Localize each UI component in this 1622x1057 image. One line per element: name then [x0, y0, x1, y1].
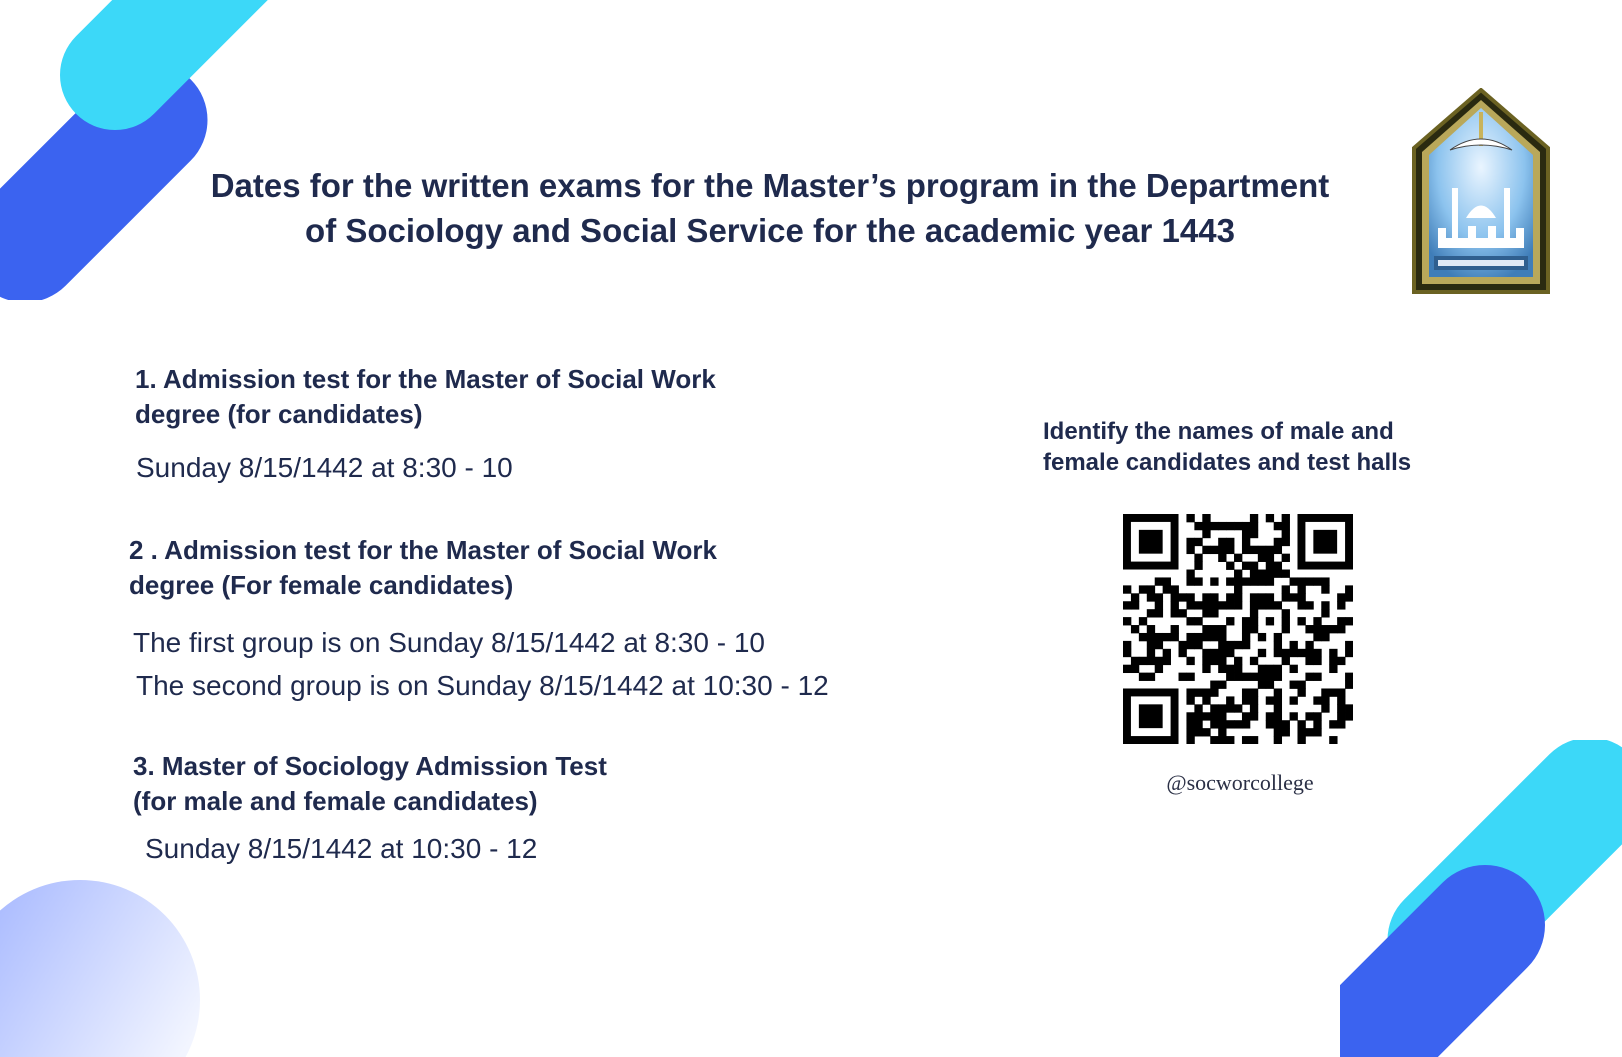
section-1-heading: [135, 362, 835, 432]
section-3-heading-line-1: 3. Master of Sociology Admission Test: [133, 751, 607, 781]
section-1-schedule: Sunday 8/15/1442 at 8:30 - 10: [136, 452, 513, 483]
university-emblem-icon: [1408, 88, 1554, 298]
page-title: [150, 163, 1390, 253]
section-2-heading: [129, 533, 829, 603]
section-3-heading-line-2: (for male and female candidates): [133, 786, 538, 816]
side-note: [1043, 416, 1463, 478]
social-handle: @socworcollege: [1166, 770, 1314, 795]
side-note-line-1: Identify the names of male and: [1043, 418, 1394, 445]
section-2-heading-line-2: degree (For female candidates): [129, 570, 514, 600]
decor-bottom-left-circle: [0, 880, 220, 1057]
section-3-heading: [133, 749, 833, 819]
title-line-2: of Sociology and Social Service for the academic year 1443: [305, 212, 1235, 249]
title-line-1: Dates for the written exams for the Master’s program in the Department: [210, 167, 1330, 204]
decor-bottom-right-stripes: [1340, 740, 1622, 1057]
section-2-heading-line-1: 2 . Admission test for the Master of Social Work: [129, 535, 718, 565]
section-1-heading-line-2: degree (for candidates): [135, 399, 423, 429]
section-2-schedule-group-2: The second group is on Sunday 8/15/1442 at 10:30 - 12: [136, 670, 829, 701]
section-2-schedule-group-1: The first group is on Sunday 8/15/1442 at 8:30 - 10: [133, 627, 765, 658]
side-note-line-2: female candidates and test halls: [1043, 449, 1412, 476]
section-1-heading-line-1: 1. Admission test for the Master of Social Work: [135, 364, 716, 394]
decor-top-left-stripes: [0, 0, 300, 300]
section-3-schedule: Sunday 8/15/1442 at 10:30 - 12: [145, 833, 538, 864]
qr-code-icon[interactable]: [1123, 514, 1353, 744]
